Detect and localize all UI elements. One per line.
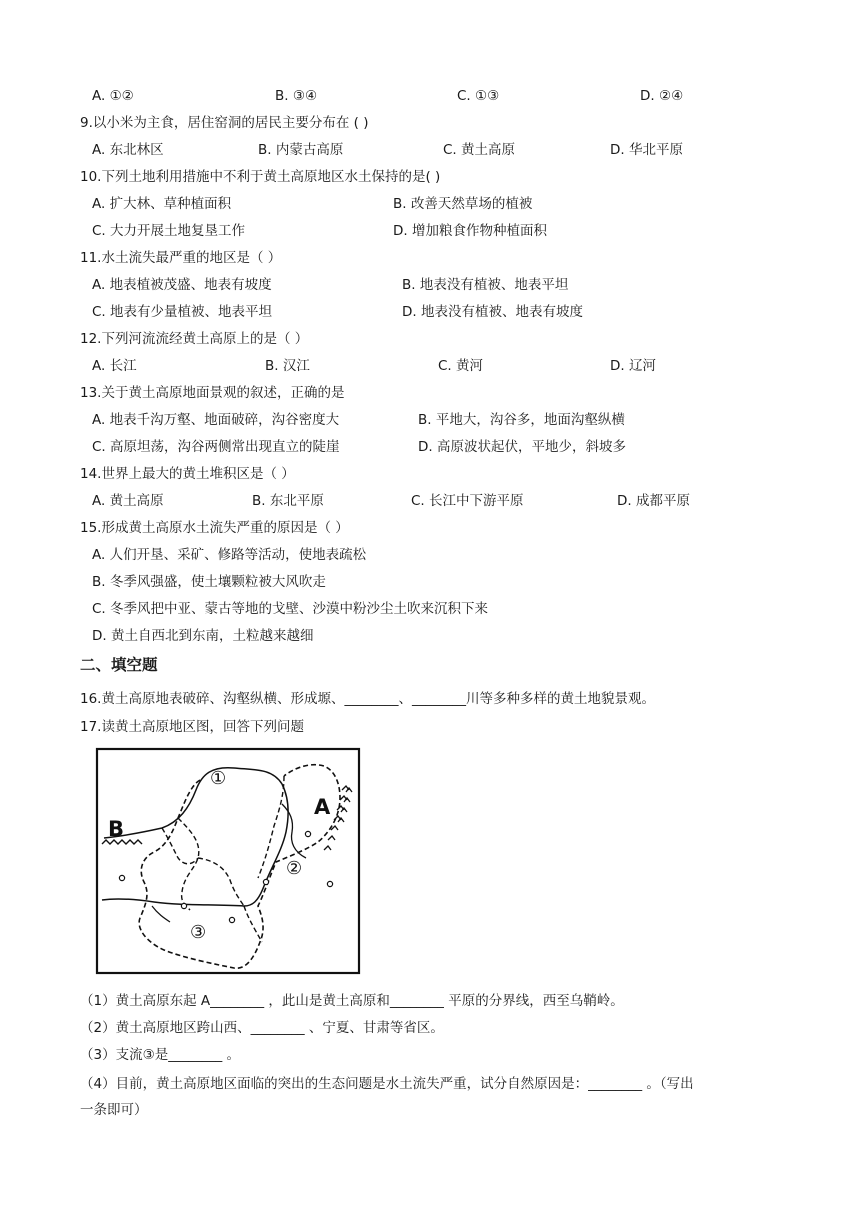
q14-option-b: B. 东北平原 — [252, 493, 324, 509]
q14-option-c: C. 长江中下游平原 — [411, 493, 524, 509]
q13-option-c: C. 高原坦荡，沟谷两侧常出现直立的陡崖 — [92, 439, 340, 455]
city-dot — [119, 875, 124, 880]
province-boundary-dashed-2 — [198, 858, 244, 906]
q15-option-c: C. 冬季风把中亚、蒙古等地的戈壁、沙漠中粉沙尘土吹来沉积下来 — [92, 601, 489, 617]
q15-stem: 15.形成黄土高原水土流失严重的原因是（ ） — [80, 520, 349, 536]
q14-option-a: A. 黄土高原 — [92, 493, 164, 509]
province-boundary-dashed-3 — [258, 776, 284, 878]
map-label-2: ② — [286, 858, 303, 879]
q12-option-b: B. 汉江 — [265, 358, 310, 374]
map-label-3: ③ — [190, 922, 207, 943]
q9-option-b: B. 内蒙古高原 — [258, 142, 344, 158]
q11-option-c: C. 地表有少量植被、地表平坦 — [92, 304, 273, 320]
map-label-a: A — [314, 795, 331, 819]
plateau-boundary-dashed — [139, 765, 340, 968]
q16-text: 16.黄土高原地表破碎、沟壑纵横、形成塬、________、________川等多种多样的黄土地貌景观。 — [80, 691, 655, 707]
province-boundary-dashed-4 — [162, 828, 198, 864]
city-dot — [229, 917, 234, 922]
q14-option-d: D. 成都平原 — [617, 493, 690, 509]
section-heading-fill-blank: 二、填空题 — [80, 656, 158, 674]
q17-sub-4: （4）目前，黄土高原地区面临的突出的生态问题是水土流失严重，试分自然原因是：________ 。（写出 — [80, 1076, 694, 1092]
q14-stem: 14.世界上最大的黄土堆积区是（ ） — [80, 466, 295, 482]
q10-option-c: C. 大力开展土地复垦工作 — [92, 223, 246, 239]
q10-option-a: A. 扩大林、草种植面积 — [92, 196, 232, 212]
city-dot — [181, 903, 186, 908]
q9-option-a: A. 东北林区 — [92, 142, 164, 158]
q11-option-d: D. 地表没有植被、地表有坡度 — [402, 304, 583, 320]
q17-sub-3: （3）支流③是________ 。 — [80, 1047, 240, 1063]
tributary-bottom-line — [152, 906, 170, 922]
q15-option-b: B. 冬季风强盛，使土壤颗粒被大风吹走 — [92, 574, 326, 590]
q9-option-c: C. 黄土高原 — [443, 142, 516, 158]
q9-stem: 9.以小米为主食，居住窑洞的居民主要分布在 ( ) — [80, 115, 369, 131]
q13-option-b: B. 平地大，沟谷多，地面沟壑纵横 — [418, 412, 625, 428]
q10-stem: 10.下列土地利用措施中不利于黄土高原地区水土保持的是( ) — [80, 169, 441, 185]
q9-option-d: D. 华北平原 — [610, 142, 683, 158]
map-svg — [94, 746, 362, 976]
q12-option-a: A. 长江 — [92, 358, 137, 374]
q11-option-a: A. 地表植被茂盛、地表有坡度 — [92, 277, 272, 293]
city-dot — [263, 879, 268, 884]
q8-option-b: B. ③④ — [275, 88, 318, 104]
q15-option-d: D. 黄土自西北到东南，土粒越来越细 — [92, 628, 314, 644]
q13-option-a: A. 地表千沟万壑、地面破碎，沟谷密度大 — [92, 412, 340, 428]
map-label-b: B — [108, 817, 125, 841]
yellow-river-line — [102, 768, 288, 906]
q12-option-c: C. 黄河 — [438, 358, 484, 374]
city-dot — [305, 831, 310, 836]
q11-option-b: B. 地表没有植被、地表平坦 — [402, 277, 569, 293]
q13-option-d: D. 高原波状起伏，平地少，斜坡多 — [418, 439, 626, 455]
q17-sub-4-cont: 一条即可） — [80, 1102, 148, 1118]
q17-stem: 17.读黄土高原地区图，回答下列问题 — [80, 719, 304, 735]
q10-option-d: D. 增加粮食作物种植面积 — [393, 223, 547, 239]
map-frame — [97, 749, 359, 973]
city-dot — [327, 881, 332, 886]
q17-sub-1: （1）黄土高原东起 A________ ，此山是黄土高原和________ 平原的分界线，西至乌鞘岭。 — [80, 993, 624, 1009]
q10-option-b: B. 改善天然草场的植被 — [393, 196, 533, 212]
q8-option-d: D. ②④ — [640, 88, 684, 104]
map-label-1: ① — [210, 768, 227, 789]
q8-option-a: A. ①② — [92, 88, 134, 104]
q15-option-a: A. 人们开垦、采矿、修路等活动，使地表疏松 — [92, 547, 367, 563]
q12-stem: 12.下列河流流经黄土高原上的是（ ） — [80, 331, 309, 347]
q12-option-d: D. 辽河 — [610, 358, 656, 374]
q8-option-c: C. ①③ — [457, 88, 500, 104]
q11-stem: 11.水土流失最严重的地区是（ ） — [80, 250, 282, 266]
loess-plateau-map — [94, 746, 362, 976]
q17-sub-2: （2）黄土高原地区跨山西、________ 、宁夏、甘肃等省区。 — [80, 1020, 444, 1036]
q13-stem: 13.关于黄土高原地面景观的叙述，正确的是 — [80, 385, 345, 401]
province-boundary-dashed-1 — [178, 818, 199, 910]
